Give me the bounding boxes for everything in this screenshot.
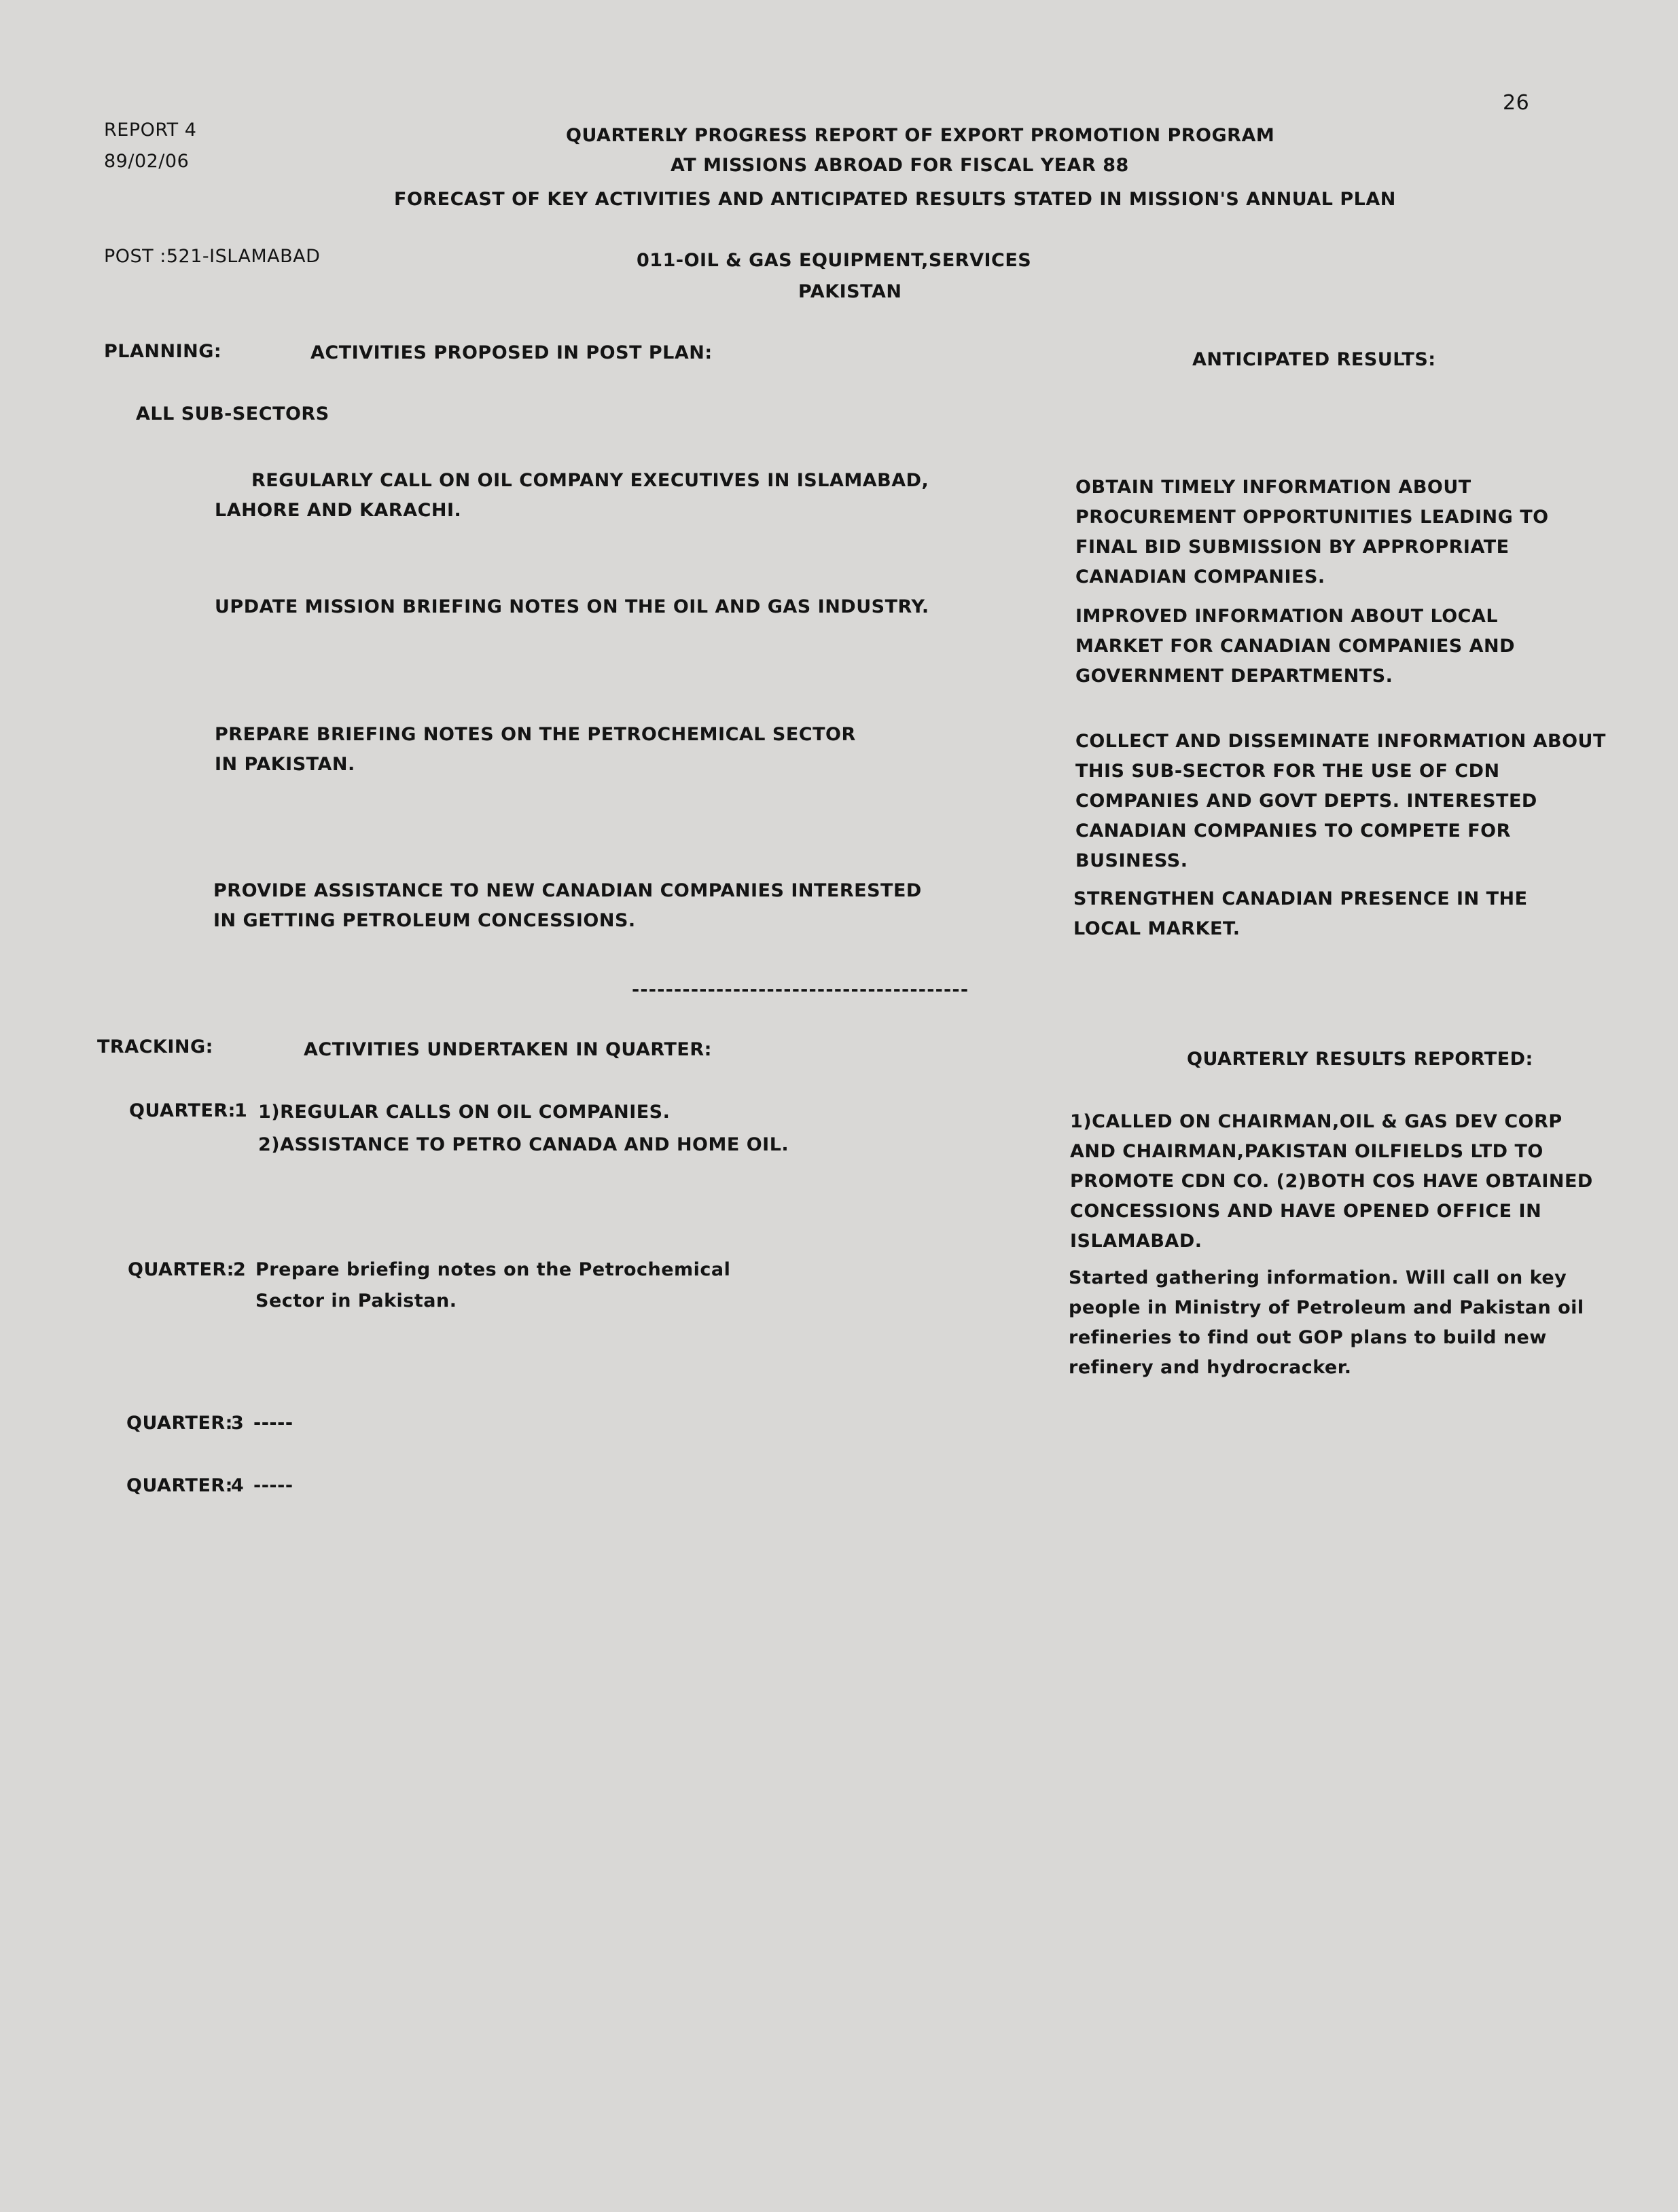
quarter-activity: ----- [253, 1413, 293, 1434]
tracking-label: TRACKING: [97, 1036, 213, 1057]
report-id: REPORT 4 [104, 120, 197, 141]
planning-activity: REGULARLY CALL ON OIL COMPANY EXECUTIVES IN ISLAMABAD, LAHORE AND KARACHI. [215, 470, 929, 521]
quarter-label: QUARTER: [126, 1475, 233, 1496]
sector-label: 011-OIL & GAS EQUIPMENT,SERVICES [637, 250, 1032, 271]
planning-activity: PREPARE BRIEFING NOTES ON THE PETROCHEMICAL SECTOR IN PAKISTAN. [215, 724, 856, 775]
country-label: PAKISTAN [798, 281, 902, 302]
quarter-activity: ----- [253, 1475, 293, 1496]
planning-activity: UPDATE MISSION BRIEFING NOTES ON THE OIL AND GAS INDUSTRY. [215, 596, 929, 617]
tracking-results-header: QUARTERLY RESULTS REPORTED: [1187, 1049, 1533, 1070]
report-title-line1: QUARTERLY PROGRESS REPORT OF EXPORT PROMOTION PROGRAM [566, 125, 1275, 146]
planning-result: COLLECT AND DISSEMINATE INFORMATION ABOUT THIS SUB-SECTOR FOR THE USE OF CDN COMPANIES AND GOVT DEPTS. INTERESTED CANADIAN COMPANIES TO COMPETE FOR BUSINESS. [1075, 731, 1606, 871]
quarter-number: 1 [234, 1100, 248, 1121]
planning-result: STRENGTHEN CANADIAN PRESENCE IN THE LOCAL MARKET. [1073, 888, 1528, 939]
report-title-line2: AT MISSIONS ABROAD FOR FISCAL YEAR 88 [671, 155, 1129, 176]
planning-activities-header: ACTIVITIES PROPOSED IN POST PLAN: [310, 342, 713, 363]
quarter-activity: Sector in Pakistan. [255, 1290, 457, 1311]
quarter-number: 3 [231, 1413, 245, 1434]
quarter-result: Started gathering information. Will call on key people in Ministry of Petroleum and Pakistan oil refineries to find out GOP plans to build new refinery and hydrocracker. [1069, 1267, 1584, 1378]
post-label: POST :521-ISLAMABAD [104, 246, 321, 267]
section-divider: ---------------------------------------- [632, 979, 969, 1000]
planning-results-header: ANTICIPATED RESULTS: [1192, 349, 1436, 370]
quarter-activity: 2)ASSISTANCE TO PETRO CANADA AND HOME OIL. [258, 1134, 789, 1155]
tracking-activities-header: ACTIVITIES UNDERTAKEN IN QUARTER: [304, 1039, 712, 1060]
quarter-number: 4 [231, 1475, 245, 1496]
quarter-activity: 1)REGULAR CALLS ON OIL COMPANIES. [258, 1102, 671, 1123]
quarter-result: 1)CALLED ON CHAIRMAN,OIL & GAS DEV CORP AND CHAIRMAN,PAKISTAN OILFIELDS LTD TO PROMOTE CDN CO. (2)BOTH COS HAVE OBTAINED CONCESSIONS AND HAVE OPENED OFFICE IN ISLAMABAD. [1070, 1111, 1593, 1252]
quarter-label: QUARTER: [126, 1413, 233, 1434]
quarter-label: QUARTER: [128, 1259, 234, 1280]
quarter-label: QUARTER: [129, 1100, 236, 1121]
quarter-activity: Prepare briefing notes on the Petrochemical [255, 1259, 731, 1280]
quarter-number: 2 [233, 1259, 247, 1280]
planning-result: IMPROVED INFORMATION ABOUT LOCAL MARKET FOR CANADIAN COMPANIES AND GOVERNMENT DEPARTMENTS. [1075, 606, 1516, 687]
planning-label: PLANNING: [104, 341, 222, 362]
report-title-line3: FORECAST OF KEY ACTIVITIES AND ANTICIPATED RESULTS STATED IN MISSION'S ANNUAL PLAN [394, 189, 1396, 210]
planning-activity: PROVIDE ASSISTANCE TO NEW CANADIAN COMPANIES INTERESTED IN GETTING PETROLEUM CONCESSIONS. [213, 880, 922, 931]
planning-result: OBTAIN TIMELY INFORMATION ABOUT PROCUREMENT OPPORTUNITIES LEADING TO FINAL BID SUBMISSION BY APPROPRIATE CANADIAN COMPANIES. [1075, 477, 1549, 587]
page-number: 26 [1503, 91, 1530, 115]
subsector-label: ALL SUB-SECTORS [136, 403, 329, 424]
report-date: 89/02/06 [104, 151, 190, 172]
